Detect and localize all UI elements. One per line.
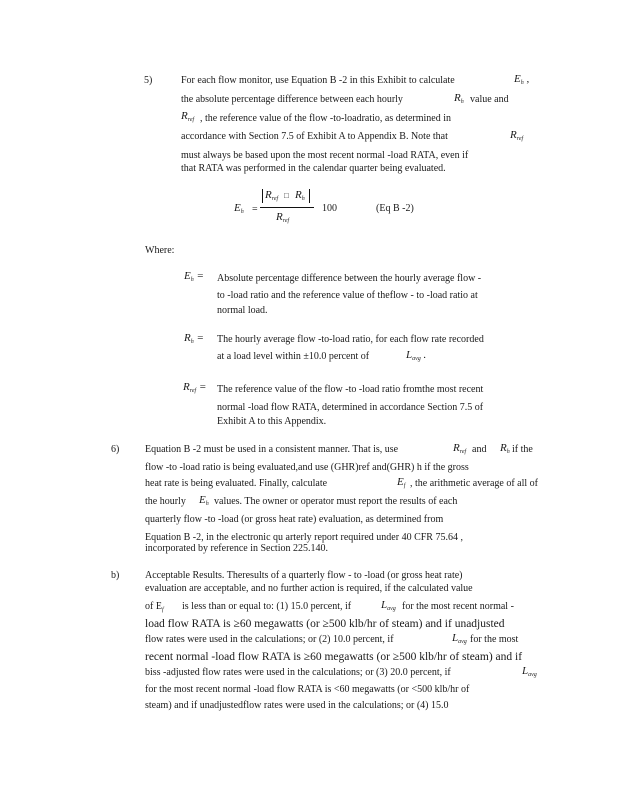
item-5-line-5: must always be based upon the most recent normal -load RATA, even if bbox=[181, 150, 469, 161]
item-b-line-2: evaluation are acceptable, and no further action is required, if the calculated value bbox=[145, 583, 473, 594]
item-6-line-3: heat rate is being evaluated. Finally, calculate bbox=[145, 478, 328, 489]
item-6-line-5: quarterly flow -to -load (or gross heat rate) evaluation, as determined from bbox=[145, 514, 444, 525]
item-5-line-2-tail: value and bbox=[470, 94, 509, 105]
item-b-lavg-2: $L_{avg}$ bbox=[452, 632, 467, 645]
def-rh-lavg: $L_{avg}$ . bbox=[406, 349, 427, 362]
item-6-line-7: incorporated by reference in Section 225.140. bbox=[145, 543, 328, 554]
item-b-line-8: for the most recent normal -load flow RATA is <60 megawatts (or <500 klb/hr of bbox=[145, 684, 470, 695]
item-b-line-1: Acceptable Results. Theresults of a quarterly flow - to -load (or gross heat rate) bbox=[145, 570, 463, 581]
equation-fraction-bar bbox=[260, 207, 314, 208]
equation-num-b: $R_h$ bbox=[295, 189, 305, 202]
def-eh-line-3: normal load. bbox=[217, 305, 268, 316]
def-eh-symbol: $E_h$ = bbox=[184, 270, 204, 283]
def-rref-line-1: The reference value of the flow -to -load ratio fromthe most recent bbox=[217, 384, 484, 395]
item-6-line-6: Equation B -2, in the electronic qu arterly report required under 40 CFR 75.64 , bbox=[145, 532, 463, 543]
item-6-line-4-tail: values. The owner or operator must report the results of each bbox=[214, 496, 458, 507]
equation-lhs: $E_h$ bbox=[234, 202, 244, 215]
item-5-symbol-rref-2: $R_{ref}$ bbox=[510, 129, 524, 142]
item-b-line-9: steam) and if unadjustedflow rates were used in the calculations; or (4) 15.0 bbox=[145, 700, 449, 711]
where-label: Where: bbox=[145, 245, 175, 256]
equation-num-a: $R_{ref}$ bbox=[265, 189, 279, 202]
item-6-rh: $R_h$ bbox=[500, 442, 510, 455]
item-5-line-6: that RATA was performed in the calendar quarter being evaluated. bbox=[181, 163, 446, 174]
def-rh-line-2: at a load level within ±10.0 percent of bbox=[217, 351, 370, 362]
item-6-line-3-tail: , the arithmetic average of all of bbox=[410, 478, 538, 489]
def-rref-line-3: Exhibit A to this Appendix. bbox=[217, 416, 327, 427]
equation-label: (Eq B -2) bbox=[376, 203, 414, 214]
item-5-line-4: accordance with Section 7.5 of Exhibit A to Appendix B. Note that bbox=[181, 131, 448, 142]
item-6-eh: $E_h$ bbox=[199, 494, 209, 507]
item-6-number: 6) bbox=[111, 444, 120, 455]
item-b-line-3-tail: for the most recent normal - bbox=[402, 601, 514, 612]
item-6-line-4: the hourly bbox=[145, 496, 186, 507]
item-6-if-the: if the bbox=[512, 444, 533, 455]
equation-den: $R_{ref}$ bbox=[276, 211, 290, 224]
def-rref-symbol: $R_{ref}$ = bbox=[183, 381, 207, 394]
def-rref-line-2: normal -load flow RATA, determined in accordance Section 7.5 of bbox=[217, 402, 484, 413]
item-b-number: b) bbox=[111, 570, 120, 581]
item-b-line-6: recent normal -load flow RATA is ≥60 megawatts (or ≥500 klb/hr of steam) and if bbox=[145, 651, 523, 663]
item-b-line-4: load flow RATA is ≥60 megawatts (or ≥500 klb/hr of steam) and if unadjusted bbox=[145, 618, 505, 630]
item-b-line-7: biss -adjusted flow rates were used in the calculations; or (3) 20.0 percent, if bbox=[145, 667, 451, 678]
def-rh-line-1: The hourly average flow -to-load ratio, for each flow rate recorded bbox=[217, 334, 484, 345]
item-b-line-5: flow rates were used in the calculations; or (2) 10.0 percent, if bbox=[145, 634, 394, 645]
equation-num-op: □ bbox=[284, 191, 289, 200]
item-5-line-2: the absolute percentage difference between each hourly bbox=[181, 94, 403, 105]
item-5-line-3: , the reference value of the flow -to-loadratio, as determined in bbox=[200, 113, 452, 124]
item-6-line-1: Equation B -2 must be used in a consistent manner. That is, use bbox=[145, 444, 399, 455]
item-6-rref: $R_{ref}$ bbox=[453, 442, 467, 455]
item-5-line-1: For each flow monitor, use Equation B -2 in this Exhibit to calculate bbox=[181, 75, 455, 86]
item-b-lavg-1: $L_{avg}$ bbox=[381, 599, 396, 612]
item-6-ef: $E_f$ bbox=[397, 476, 406, 489]
def-rh-symbol: $R_h$ = bbox=[184, 332, 204, 345]
item-5-symbol-eh: $E_h$ , bbox=[514, 73, 530, 86]
def-eh-line-1: Absolute percentage difference between the hourly average flow - bbox=[217, 273, 482, 284]
item-b-line-3: is less than or equal to: (1) 15.0 percent, if bbox=[182, 601, 352, 612]
item-b-line-5-tail: for the most bbox=[470, 634, 519, 645]
item-5-number: 5) bbox=[144, 75, 153, 86]
def-eh-line-2: to -load ratio and the reference value of theflow - to -load ratio at bbox=[217, 290, 478, 301]
item-6-line-2: flow -to -load ratio is being evaluated,and use (GHR)ref and(GHR) h if the gross bbox=[145, 462, 469, 473]
item-5-symbol-rh: $R_h$ bbox=[454, 92, 464, 105]
equation-times: 100 bbox=[322, 203, 337, 214]
equation-equals: = bbox=[252, 204, 258, 215]
item-b-lavg-3: $L_{avg}$ bbox=[522, 665, 537, 678]
item-5-symbol-rref: $R_{ref}$ bbox=[181, 110, 195, 123]
item-b-line-3-head: of $E_f$ bbox=[145, 601, 164, 613]
item-6-and: and bbox=[472, 444, 487, 455]
